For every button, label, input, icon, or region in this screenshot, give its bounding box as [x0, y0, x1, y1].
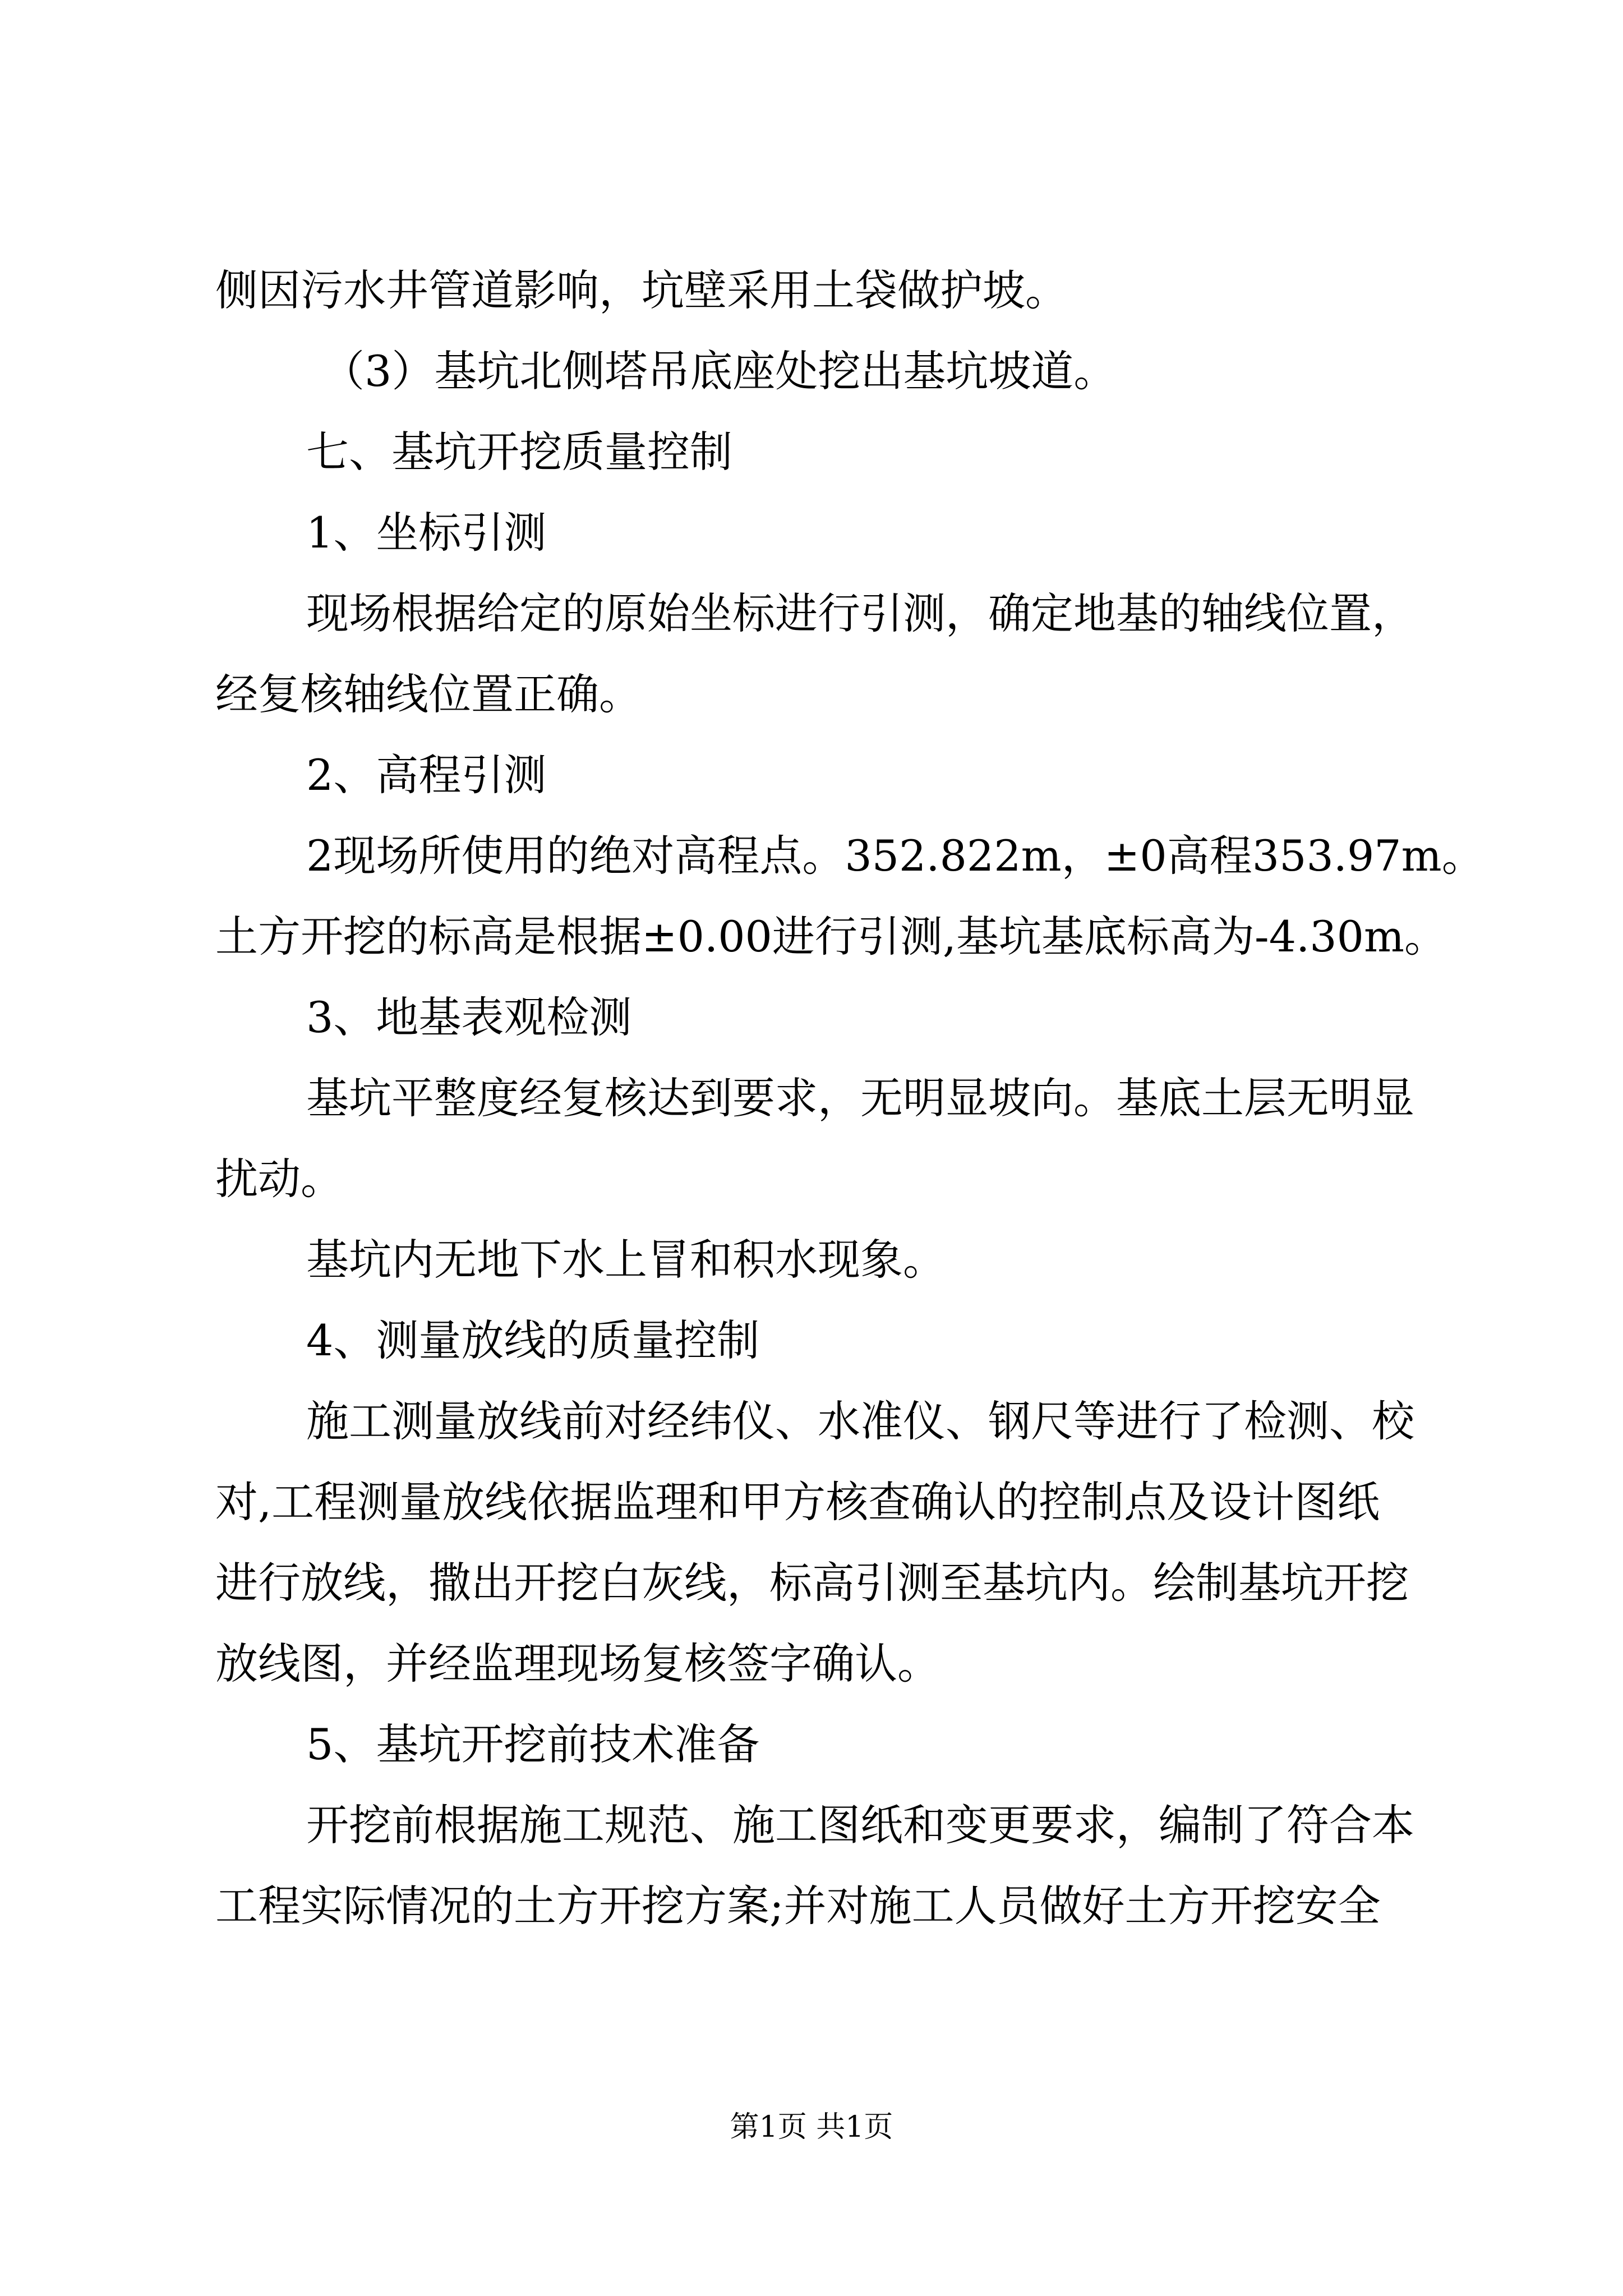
text-line: 现场根据给定的原始坐标进行引测，确定地基的轴线位置， — [306, 588, 1414, 638]
text-line: 工程实际情况的土方开挖方案;并对施工人员做好土方开挖安全 — [215, 1881, 1381, 1931]
text-line: 开挖前根据施工规范、施工图纸和变更要求，编制了符合本 — [306, 1800, 1414, 1850]
text-line: 扰动。 — [215, 1154, 343, 1204]
subsection-heading: 3、地基表观检测 — [306, 992, 632, 1042]
text-line: （3）基坑北侧塔吊底座处挖出基坑坡道。 — [322, 346, 1117, 396]
text-line: 基坑内无地下水上冒和积水现象。 — [306, 1235, 946, 1285]
page-footer: 第1页 共1页 — [730, 2110, 893, 2144]
subsection-heading: 2、高程引测 — [306, 750, 547, 800]
text-line: 侧因污水井管道影响，坑壁采用土袋做护坡。 — [215, 265, 1068, 315]
subsection-heading: 5、基坑开挖前技术准备 — [306, 1719, 760, 1769]
text-line: 2现场所使用的绝对高程点。352.822m，±0高程353.97m。 — [306, 831, 1484, 881]
text-line: 对,工程测量放线依据监理和甲方核查确认的控制点及设计图纸 — [215, 1477, 1380, 1527]
text-line: 进行放线，撒出开挖白灰线，标高引测至基坑内。绘制基坑开挖 — [215, 1558, 1409, 1608]
text-line: 基坑平整度经复核达到要求，无明显坡向。基底土层无明显 — [306, 1073, 1414, 1123]
section-heading: 七、基坑开挖质量控制 — [306, 427, 732, 477]
subsection-heading: 1、坐标引测 — [306, 508, 547, 558]
text-line: 施工测量放线前对经纬仪、水准仪、钢尺等进行了检测、校 — [306, 1396, 1414, 1446]
subsection-heading: 4、测量放线的质量控制 — [306, 1315, 760, 1365]
text-line: 土方开挖的标高是根据±0.00进行引测,基坑基底标高为-4.30m。 — [215, 912, 1447, 961]
text-line: 经复核轴线位置正确。 — [215, 669, 642, 719]
text-line: 放线图，并经监理现场复核签字确认。 — [215, 1639, 940, 1688]
